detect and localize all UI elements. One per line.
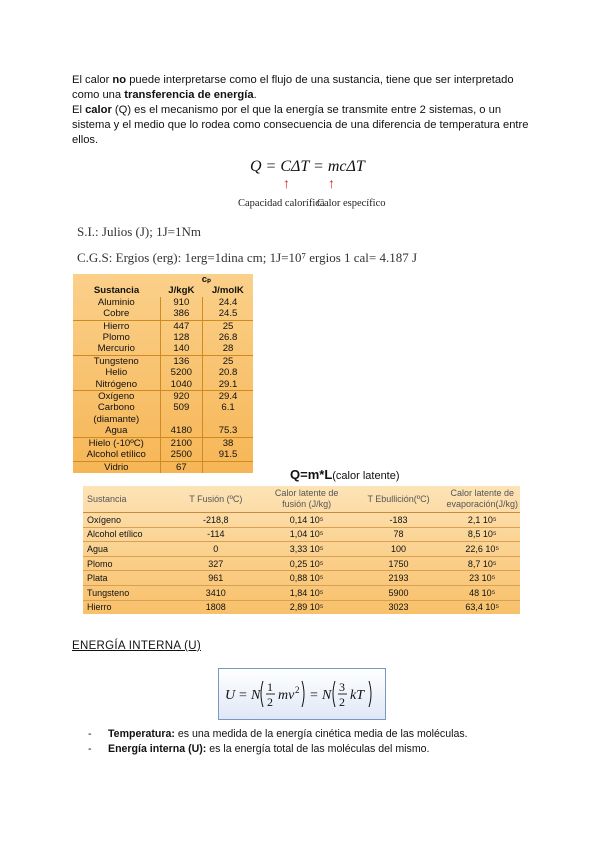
table-cell: 0,25 10⁵ <box>261 556 353 571</box>
table-cell: 8,5 10⁵ <box>444 527 520 542</box>
table-row <box>73 402 253 413</box>
table-cell: 136 <box>160 355 203 367</box>
table-cell: Hielo (-10ºC) <box>73 437 160 449</box>
table-cell: Carbono <box>73 402 160 413</box>
svg-text:N: N <box>322 688 332 703</box>
table-cell: Hierro <box>83 600 171 614</box>
arrow-up-icon: ↑ <box>328 175 335 191</box>
table-cell: -218,8 <box>171 513 261 528</box>
table-cell: 2100 <box>160 437 203 449</box>
table-row <box>73 437 253 449</box>
table-row <box>73 425 253 437</box>
table-cell: 2193 <box>353 571 445 586</box>
table-cell: Tungsteno <box>73 355 160 367</box>
units-cgs: C.G.S: Ergios (erg): 1erg=1dina cm; 1J=10⁷ ergios 1 cal= 4.187 J <box>77 250 418 265</box>
table-row <box>73 355 253 367</box>
table-cell: 67 <box>160 461 203 473</box>
caption-specific-heat: Calor específico <box>317 198 386 209</box>
svg-text:=: = <box>310 688 318 703</box>
table-cell: 5900 <box>353 585 445 600</box>
list-item: - Temperatura: es una medida de la energía cinética media de las moléculas. <box>88 728 468 740</box>
table-cell: Plata <box>83 571 171 586</box>
table-cell: 3023 <box>353 600 445 614</box>
svg-text:U: U <box>225 688 236 703</box>
table-cell: Plomo <box>73 332 160 343</box>
table-cell: Alcohol etílico <box>83 527 171 542</box>
table-cell: 0 <box>171 542 261 557</box>
intro-line-5: ellos. <box>72 134 99 146</box>
table-cell: 100 <box>353 542 445 557</box>
table-cell: 22,6 10⁵ <box>444 542 520 557</box>
table-cell: Cobre <box>73 308 160 320</box>
latent-heat-formula: Q=m*L(calor latente) <box>290 467 400 482</box>
table-header: Calor latente de fusión (J/kg) <box>261 486 353 513</box>
table-cell: 29.4 <box>203 391 253 403</box>
table-cell: Plomo <box>83 556 171 571</box>
table-row <box>73 461 253 473</box>
table-header: Sustancia <box>83 486 171 513</box>
formula-graphic <box>219 669 385 719</box>
table-cell: Tungsteno <box>83 585 171 600</box>
internal-energy-formula <box>218 668 386 720</box>
table-cell: 4180 <box>160 425 203 437</box>
table-cell: Agua <box>83 542 171 557</box>
table-cell: 2,89 10⁵ <box>261 600 353 614</box>
units-si: S.I.: Julios (J); 1J=1Nm <box>77 224 201 239</box>
table-header: J/molK <box>211 285 244 297</box>
table-cell: 128 <box>160 332 203 343</box>
table-cell: 3410 <box>171 585 261 600</box>
table-cell: (diamante) <box>73 414 160 425</box>
intro-line-4: sistema y el medio que lo rodea como consecuencia de una diferencia de temperatura entre <box>72 119 529 131</box>
table-cell: 386 <box>160 308 203 320</box>
heat-equation: Q = CΔT = mcΔT <box>250 158 365 175</box>
table-cell: 5200 <box>160 367 203 378</box>
table-row <box>83 556 520 571</box>
table-cell: 48 10⁵ <box>444 585 520 600</box>
table-cell: 447 <box>160 320 203 332</box>
table-header: T Ebullición(ºC) <box>353 486 445 513</box>
table-row <box>73 367 253 378</box>
table-cell: 24.5 <box>218 308 238 320</box>
table-cell: -114 <box>171 527 261 542</box>
table-header: Sustancia <box>93 285 140 297</box>
table-cell: 38 <box>203 437 253 449</box>
table-cell: Oxígeno <box>73 391 160 403</box>
table-cell: 6.1 <box>221 402 235 414</box>
table-cell <box>203 414 253 425</box>
definitions-list <box>88 727 468 756</box>
table-header: T Fusión (ºC) <box>171 486 261 513</box>
table-header-cp: cₚ <box>201 274 212 285</box>
table-cell: 961 <box>171 571 261 586</box>
table-row <box>73 320 253 332</box>
table-cell: 75.3 <box>218 425 238 437</box>
table-cell: 1,04 10⁵ <box>261 527 353 542</box>
table-row <box>83 542 520 557</box>
table-cell: 1040 <box>160 379 203 391</box>
table-row <box>83 585 520 600</box>
table-cell: 1808 <box>171 600 261 614</box>
latent-heat-table <box>83 486 520 614</box>
svg-text:2: 2 <box>267 695 273 709</box>
table-cell: Oxígeno <box>83 513 171 528</box>
table-row <box>73 332 253 343</box>
table-row <box>73 308 253 320</box>
table-cell: Hierro <box>73 320 160 332</box>
table-cell: 327 <box>171 556 261 571</box>
intro-line-1: El calor no puede interpretarse como el flujo de una sustancia, tiene que ser interpretado <box>72 74 514 86</box>
table-header: Calor latente de evaporación(J/kg) <box>444 486 520 513</box>
caption-heat-capacity: Capacidad calorífica <box>238 198 325 209</box>
table-row <box>73 343 253 355</box>
table-cell: 3,33 10⁵ <box>261 542 353 557</box>
svg-text:mv: mv <box>278 688 295 703</box>
svg-text:N: N <box>251 688 261 703</box>
table-row <box>73 297 253 308</box>
table-cell: 91.5 <box>218 449 238 461</box>
table-cell: 23 10⁵ <box>444 571 520 586</box>
table-header-blank <box>73 274 160 285</box>
intro-line-3: El calor (Q) es el mecanismo por el que la energía se transmite entre 2 sistemas, o un <box>72 104 502 116</box>
svg-text:2: 2 <box>339 695 345 709</box>
table-cell: 1750 <box>353 556 445 571</box>
table-cell: Nitrógeno <box>73 379 160 391</box>
table-cell: 20.8 <box>218 367 238 379</box>
table-row <box>83 600 520 614</box>
table-cell: 0,14 10⁵ <box>261 513 353 528</box>
table-cell: 140 <box>160 343 203 355</box>
svg-text:1: 1 <box>267 680 273 694</box>
table-cell: 24.4 <box>218 296 238 308</box>
table-header: J/kgK <box>168 285 195 297</box>
table-cell: 29.1 <box>218 378 238 390</box>
table-cell: 25 <box>203 320 253 332</box>
svg-text:3: 3 <box>339 680 345 694</box>
table-cell: 1,84 10⁵ <box>261 585 353 600</box>
table-cell: 26.8 <box>218 332 238 344</box>
table-cell: 63,4 10⁵ <box>444 600 520 614</box>
table-cell: 0,88 10⁵ <box>261 571 353 586</box>
table-cell: 509 <box>160 402 203 413</box>
table-cell: 28 <box>222 343 234 355</box>
specific-heat-table <box>73 274 253 473</box>
table-cell: Aluminio <box>73 297 160 308</box>
table-row <box>73 379 253 391</box>
table-cell: Vidrio <box>73 461 160 473</box>
table-cell: 910 <box>160 297 203 308</box>
table-row <box>73 449 253 461</box>
table-cell: Alcohol etílico <box>73 449 160 461</box>
table-cell: 8,7 10⁵ <box>444 556 520 571</box>
table-row <box>73 391 253 403</box>
intro-line-2: como una transferencia de energía. <box>72 89 257 101</box>
internal-energy-heading: ENERGÍA INTERNA (U) <box>72 640 202 652</box>
table-cell: Helio <box>73 367 160 378</box>
table-cell: 25 <box>203 355 253 367</box>
table-cell <box>160 414 203 425</box>
arrow-up-icon: ↑ <box>283 175 290 191</box>
table-cell: 78 <box>353 527 445 542</box>
svg-text:=: = <box>239 688 247 703</box>
svg-text:2: 2 <box>295 685 300 695</box>
table-cell <box>203 461 253 473</box>
table-cell: Agua <box>73 425 160 437</box>
table-cell: 2,1 10⁵ <box>444 513 520 528</box>
table-cell: -183 <box>353 513 445 528</box>
svg-text:kT: kT <box>350 688 364 703</box>
table-cell: 2500 <box>160 449 203 461</box>
table-cell: 920 <box>160 391 203 403</box>
list-item: - Energía interna (U): es la energía total de las moléculas del mismo. <box>88 742 430 755</box>
table-row <box>83 513 520 528</box>
table-row <box>83 527 520 542</box>
table-cell: Mercurio <box>73 343 160 355</box>
table-row <box>83 571 520 586</box>
table-row <box>73 414 253 425</box>
